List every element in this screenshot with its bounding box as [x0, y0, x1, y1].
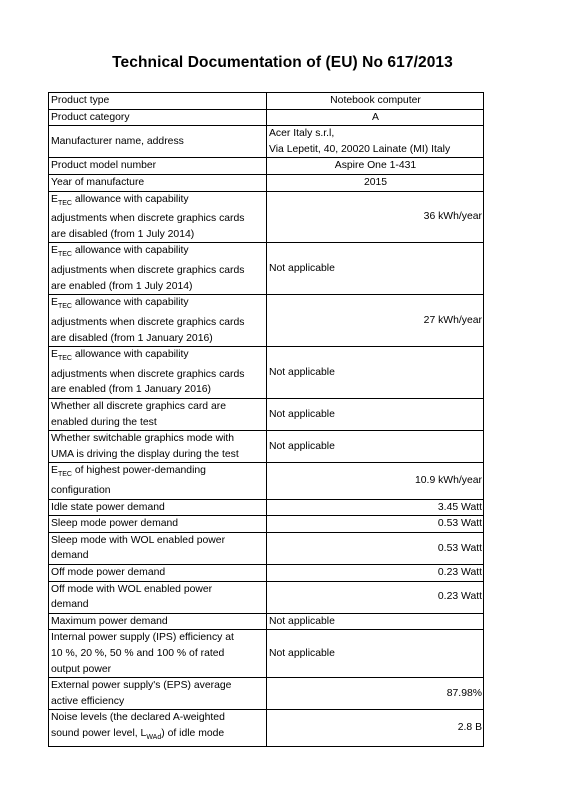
row-value-line: 2015 — [363, 176, 388, 188]
row-value-line: 2.8 B — [457, 722, 482, 734]
document-title: Technical Documentation of (EU) No 617/2013 — [112, 54, 453, 71]
table-row — [49, 581, 484, 613]
row-label-line: Maximum power demand — [51, 615, 168, 627]
row-value — [267, 581, 484, 613]
row-label — [49, 678, 267, 710]
table-row — [49, 126, 484, 158]
row-value-line: Aspire One 1-431 — [334, 160, 417, 172]
row-label-line: Whether switchable graphics mode with — [51, 433, 235, 445]
row-label — [49, 613, 267, 630]
subscript: TEC — [57, 199, 72, 207]
row-value-line: Acer Italy s.r.l, — [269, 128, 335, 140]
row-label-line: demand — [51, 599, 89, 611]
row-label — [49, 565, 267, 582]
row-label — [49, 158, 267, 175]
row-value-line: Not applicable — [269, 440, 335, 452]
row-label — [49, 126, 267, 158]
row-label-line: 10 %, 20 %, 50 % and 100 % of rated — [51, 647, 225, 659]
row-value — [267, 191, 484, 243]
row-label-line: demand — [51, 550, 89, 562]
row-label — [49, 431, 267, 463]
row-label-line: Sleep mode with WOL enabled power — [51, 534, 226, 546]
row-label-line: are disabled (from 1 January 2016) — [51, 332, 213, 344]
row-value — [267, 158, 484, 175]
row-value-line: Not applicable — [269, 408, 335, 420]
subscript: TEC — [57, 303, 72, 311]
row-value — [267, 678, 484, 710]
row-label — [49, 174, 267, 191]
row-value — [267, 243, 484, 295]
table-row — [49, 565, 484, 582]
table-row — [49, 93, 484, 110]
table-row — [49, 532, 484, 564]
row-label-line: Internal power supply (IPS) efficiency at — [51, 632, 234, 644]
row-label-line: Manufacturer name, address — [51, 135, 184, 147]
row-value — [267, 613, 484, 630]
row-value — [267, 710, 484, 746]
row-label-line: Idle state power demand — [51, 501, 165, 513]
row-label-line: Year of manufacture — [51, 176, 145, 188]
table-row — [49, 295, 484, 347]
row-value-line: Not applicable — [269, 263, 335, 275]
table-row — [49, 191, 484, 243]
row-label-line: Product type — [51, 95, 110, 106]
table-row — [49, 463, 484, 499]
row-label-line: are disabled (from 1 July 2014) — [51, 228, 195, 240]
row-label-line: Off mode with WOL enabled power — [51, 583, 213, 595]
row-label-line: $E_{TEC}$ allowance with capability — [51, 297, 189, 311]
row-value-line: Not applicable — [269, 366, 335, 378]
row-value-line: 27 kWh/year — [423, 314, 482, 326]
row-label-line: $E_{TEC}$ allowance with capability — [51, 193, 189, 207]
table-row — [49, 431, 484, 463]
row-value — [267, 630, 484, 678]
subscript: TEC — [57, 471, 72, 479]
row-label-line: adjustments when discrete graphics cards — [51, 265, 245, 277]
row-value-line: 0.23 Watt — [437, 567, 482, 579]
row-label — [49, 243, 267, 295]
row-value — [267, 516, 484, 533]
row-value — [267, 532, 484, 564]
subscript: TEC — [57, 355, 72, 363]
row-value-line: Not applicable — [269, 615, 335, 627]
row-value — [267, 431, 484, 463]
row-label — [49, 581, 267, 613]
row-label — [49, 93, 267, 110]
row-value — [267, 565, 484, 582]
row-label-line: are enabled (from 1 July 2014) — [51, 280, 193, 292]
row-value-line: 0.53 Watt — [437, 518, 482, 530]
row-label-line: active efficiency — [51, 695, 125, 707]
table-row — [49, 158, 484, 175]
row-label-line: $E_{TEC}$ allowance with capability — [51, 245, 189, 259]
row-value-line: Not applicable — [269, 647, 335, 659]
row-value-line: 0.53 Watt — [437, 542, 482, 554]
row-label — [49, 347, 267, 399]
row-value-line: 0.23 Watt — [437, 591, 482, 603]
row-label-line: UMA is driving the display during the test — [51, 448, 239, 460]
row-label-line: External power supply's (EPS) average — [51, 680, 232, 692]
row-label — [49, 630, 267, 678]
row-value — [267, 93, 484, 110]
row-value — [267, 499, 484, 516]
subscript: WAd — [146, 734, 162, 742]
row-label-line: are enabled (from 1 January 2016) — [51, 384, 211, 396]
row-label-line: Whether all discrete graphics card are — [51, 401, 226, 412]
row-label-line: sound power level, $L_{WAd}$) of idle mode — [51, 727, 225, 742]
row-label — [49, 499, 267, 516]
row-label-line: adjustments when discrete graphics cards — [51, 213, 245, 225]
row-value-line: 36 kWh/year — [423, 211, 482, 223]
row-value — [267, 295, 484, 347]
row-label-line: adjustments when discrete graphics cards — [51, 316, 245, 328]
table-row — [49, 243, 484, 295]
spec-table-body — [49, 93, 484, 747]
subscript: TEC — [57, 251, 72, 259]
table-row — [49, 174, 484, 191]
row-value-line: Notebook computer — [330, 95, 421, 106]
row-label — [49, 399, 267, 431]
row-label — [49, 463, 267, 499]
row-value — [267, 174, 484, 191]
row-value-line: A — [372, 111, 379, 123]
table-row — [49, 499, 484, 516]
table-row — [49, 630, 484, 678]
row-label — [49, 109, 267, 126]
table-row — [49, 347, 484, 399]
row-label-line: Product category — [51, 111, 130, 123]
row-value-line: Via Lepetit, 40, 20020 Lainate (MI) Italy — [269, 143, 451, 155]
row-value-line: 10.9 kWh/year — [415, 475, 482, 487]
row-label-line: adjustments when discrete graphics cards — [51, 368, 245, 380]
row-label — [49, 710, 267, 746]
table-row — [49, 710, 484, 746]
row-label-line: configuration — [51, 485, 111, 497]
row-value — [267, 347, 484, 399]
table-row — [49, 516, 484, 533]
row-value-line: 87.98% — [446, 687, 482, 699]
row-label — [49, 516, 267, 533]
row-value-line: 3.45 Watt — [437, 501, 482, 513]
row-label-line: $E_{TEC}$ of highest power-demanding — [51, 465, 206, 479]
row-label-line: enabled during the test — [51, 416, 157, 428]
table-row — [49, 613, 484, 630]
row-value — [267, 463, 484, 499]
row-label-line: Product model number — [51, 160, 157, 172]
row-label-line: $E_{TEC}$ allowance with capability — [51, 349, 189, 363]
row-label — [49, 191, 267, 243]
row-value — [267, 126, 484, 158]
row-label-line: output power — [51, 663, 112, 675]
table-row — [49, 109, 484, 126]
row-label-line: Off mode power demand — [51, 567, 166, 579]
table-row — [49, 678, 484, 710]
table-row — [49, 399, 484, 431]
row-value — [267, 399, 484, 431]
row-label-line: Sleep mode power demand — [51, 518, 179, 530]
spec-table — [48, 92, 484, 747]
row-value — [267, 109, 484, 126]
row-label — [49, 295, 267, 347]
row-label-line: Noise levels (the declared A-weighted — [51, 712, 225, 724]
row-label — [49, 532, 267, 564]
